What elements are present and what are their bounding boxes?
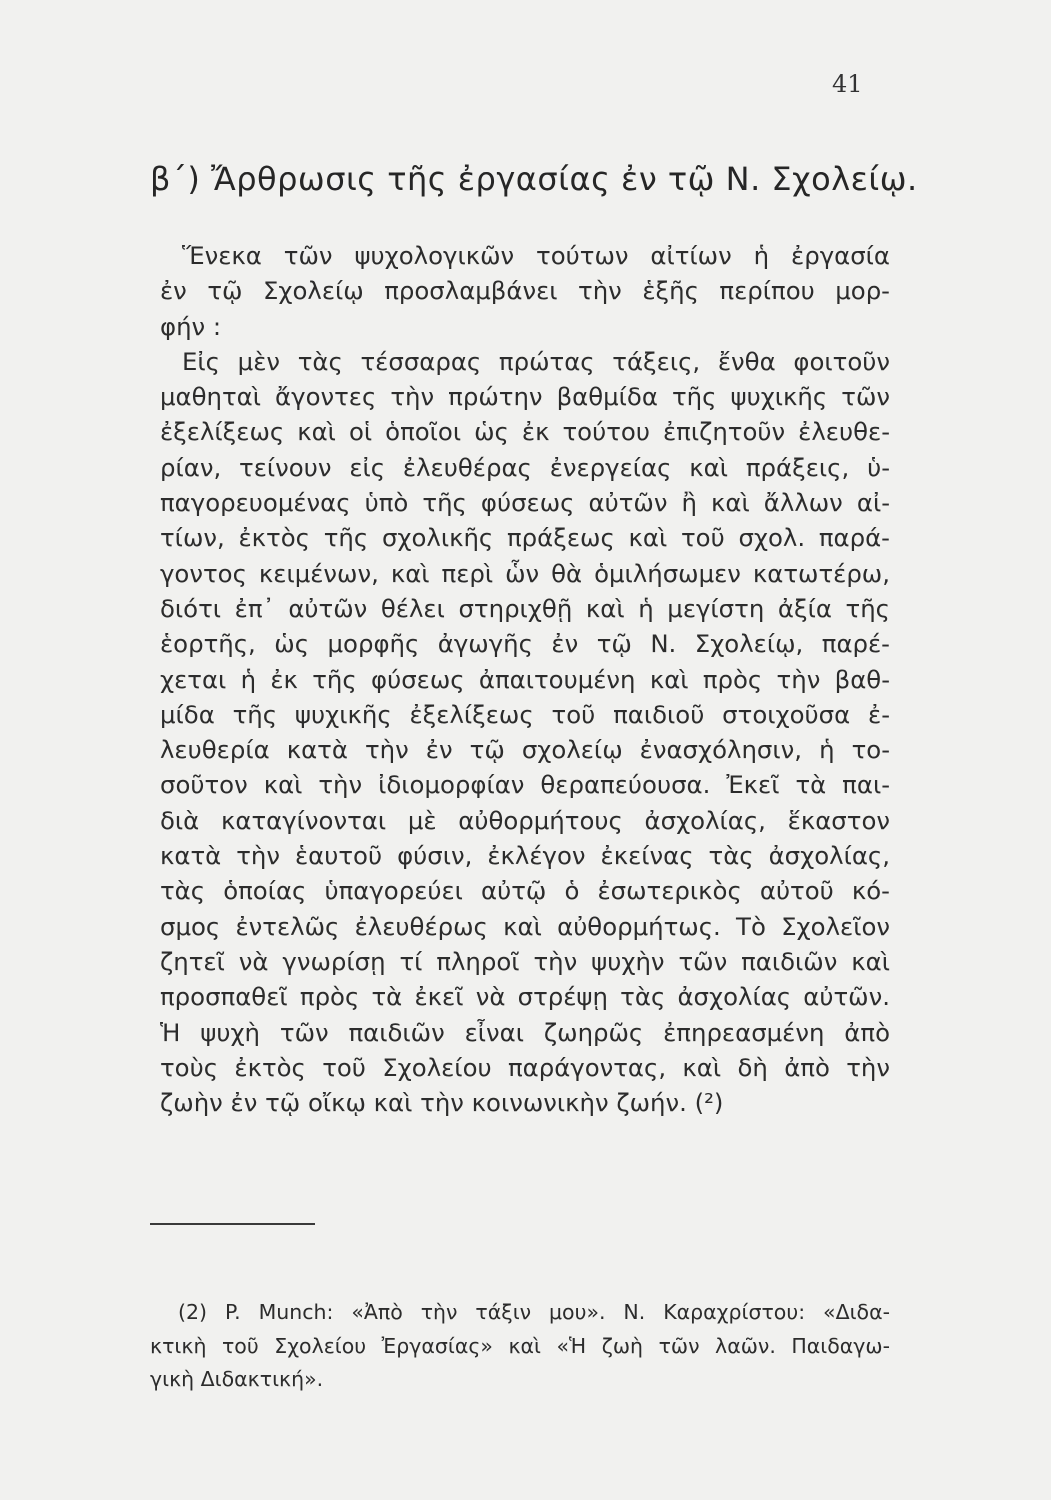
footnote-divider xyxy=(150,1223,315,1225)
text-line: ἑορτῆς, ὡς μορφῆς ἀγωγῆς ἐν τῷ Ν. Σχολείῳ, παρέ- xyxy=(160,629,890,659)
text-line: λευθερία κατὰ τὴν ἐν τῷ σχολείῳ ἐνασχόλησιν, ἡ το- xyxy=(160,735,890,765)
text-line: κατὰ τὴν ἑαυτοῦ φύσιν, ἐκλέγον ἐκείνας τὰς ἀσχολίας, xyxy=(160,841,890,871)
text-line: μαθηταὶ ἄγοντες τὴν πρώτην βαθμίδα τῆς ψυχικῆς τῶν xyxy=(160,382,890,412)
text-line: παγορευομένας ὑπὸ τῆς φύσεως αὐτῶν ἢ καὶ ἄλλων αἰ- xyxy=(160,488,890,518)
body-text xyxy=(160,238,890,1120)
section-heading: β΄) Ἄρθρωσις τῆς ἐργασίας ἐν τῷ Ν. Σχολείῳ. xyxy=(150,160,918,198)
footnote-line: κτικὴ τοῦ Σχολείου Ἐργασίας» καὶ «Ἡ ζωὴ τῶν λαῶν. Παιδαγω- xyxy=(150,1333,890,1358)
text-line: γοντος κειμένων, καὶ περὶ ὧν θὰ ὁμιλήσωμεν κατωτέρω, xyxy=(160,558,890,588)
text-line: τίων, ἐκτὸς τῆς σχολικῆς πράξεως καὶ τοῦ σχολ. παρά- xyxy=(160,523,890,553)
text-line: τὰς ὁποίας ὑπαγορεύει αὐτῷ ὁ ἐσωτερικὸς αὐτοῦ κό- xyxy=(160,876,890,906)
text-line: Ἕνεκα τῶν ψυχολογικῶν τούτων αἰτίων ἡ ἐργασία xyxy=(182,241,890,270)
text-line: διὰ καταγίνονται μὲ αὐθορμήτους ἀσχολίας, ἕκαστον xyxy=(160,805,890,835)
text-line: τοὺς ἐκτὸς τοῦ Σχολείου παράγοντας, καὶ δὴ ἀπὸ τὴν xyxy=(160,1052,890,1082)
text-line: ζωὴν ἐν τῷ οἴκῳ καὶ τὴν κοινωνικὴν ζωήν. (²) xyxy=(160,1088,724,1118)
text-line: ζητεῖ νὰ γνωρίσῃ τί πληροῖ τὴν ψυχὴν τῶν παιδιῶν καὶ xyxy=(160,946,890,976)
text-line: Ἡ ψυχὴ τῶν παιδιῶν εἶναι ζωηρῶς ἐπηρεασμένη ἀπὸ xyxy=(160,1017,890,1047)
footnote-line: γικὴ Διδακτική». xyxy=(150,1367,324,1391)
text-line: προσπαθεῖ πρὸς τὰ ἐκεῖ νὰ στρέψῃ τὰς ἀσχολίας αὐτῶν. xyxy=(160,982,890,1012)
footnote xyxy=(150,1296,890,1397)
text-line: χεται ἡ ἐκ τῆς φύσεως ἀπαιτουμένη καὶ πρὸς τὴν βαθ- xyxy=(160,664,890,694)
text-line: φήν : xyxy=(160,311,222,341)
text-line: σοῦτον καὶ τὴν ἰδιομορφίαν θεραπεύουσα. Ἐκεῖ τὰ παι- xyxy=(160,770,890,800)
text-line: ἐν τῷ Σχολείῳ προσλαμβάνει τὴν ἑξῆς περίπου μορ- xyxy=(160,276,890,306)
text-line: ρίαν, τείνουν εἰς ἐλευθέρας ἐνεργείας καὶ πράξεις, ὑ- xyxy=(160,452,890,482)
text-line: σμος ἐντελῶς ἐλευθέρως καὶ αὐθορμήτως. Τὸ Σχολεῖον xyxy=(160,911,890,941)
text-line: ἐξελίξεως καὶ οἱ ὁποῖοι ὡς ἐκ τούτου ἐπιζητοῦν ἐλευθε- xyxy=(160,417,890,447)
text-line: Εἰς μὲν τὰς τέσσαρας πρώτας τάξεις, ἔνθα φοιτοῦν xyxy=(182,346,890,376)
footnote-line: (2) P. Munch: «Ἀπὸ τὴν τάξιν μου». Ν. Καραχρίστου: «Διδα- xyxy=(178,1300,890,1324)
text-line: διότι ἐπ᾿ αὐτῶν θέλει στηριχθῇ καὶ ἡ μεγίστη ἀξία τῆς xyxy=(160,593,890,623)
page-number: 41 xyxy=(832,70,863,98)
text-line: μίδα τῆς ψυχικῆς ἐξελίξεως τοῦ παιδιοῦ στοιχοῦσα ἐ- xyxy=(160,699,890,729)
